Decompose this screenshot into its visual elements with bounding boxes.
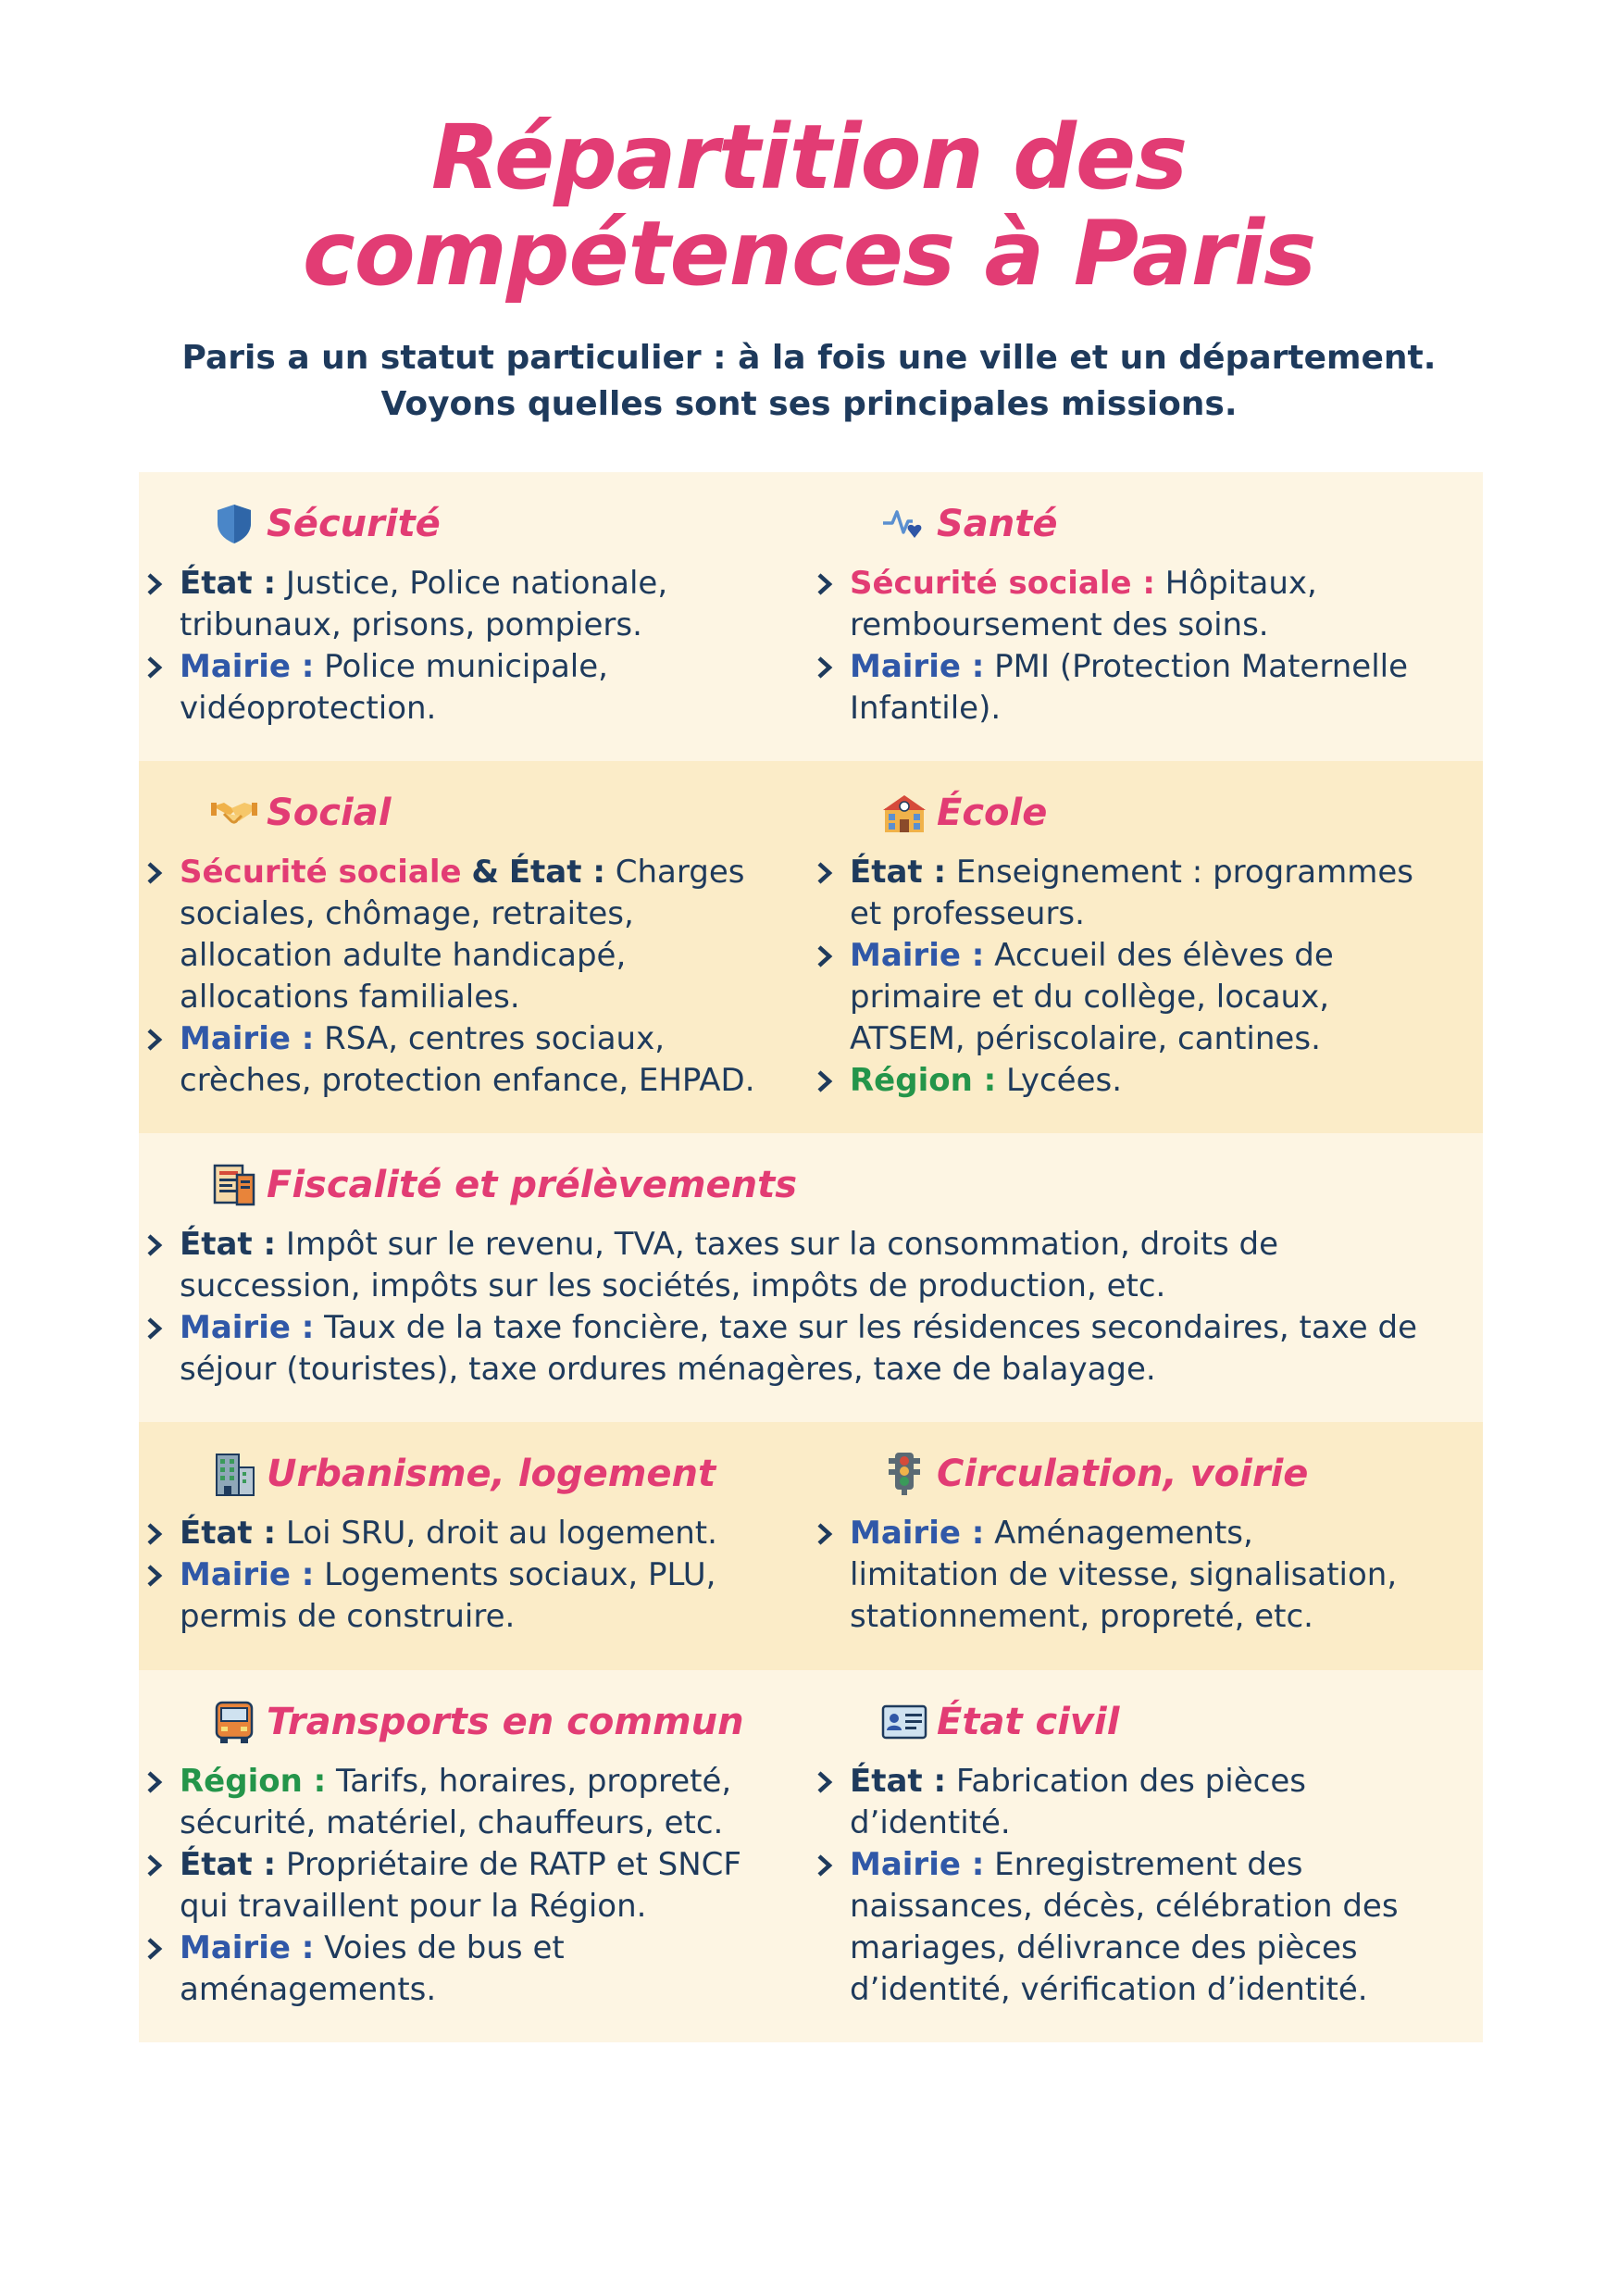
item-list bbox=[139, 1761, 787, 2011]
id-card-icon bbox=[881, 1699, 927, 1745]
section-transports bbox=[139, 1694, 787, 2011]
list-item bbox=[809, 935, 1475, 1060]
chevron-right-icon bbox=[815, 1853, 835, 1878]
chevron-right-icon bbox=[144, 1564, 165, 1588]
item-key: Mairie : bbox=[180, 648, 315, 685]
list-item bbox=[139, 1928, 787, 2011]
chevron-right-icon bbox=[144, 572, 165, 596]
item-text: crèches, protection enfance, EHPAD. bbox=[180, 1062, 755, 1099]
section-etat-civil bbox=[809, 1694, 1475, 2011]
list-item bbox=[139, 1844, 787, 1928]
item-text: Charges bbox=[615, 854, 745, 891]
chevron-right-icon bbox=[144, 861, 165, 885]
item-text: vidéoprotection. bbox=[180, 690, 437, 727]
page-title bbox=[0, 106, 1618, 306]
list-item bbox=[139, 1224, 1472, 1307]
section-circulation bbox=[809, 1446, 1475, 1638]
traffic-light-icon bbox=[881, 1451, 927, 1497]
section-title: Circulation, voirie bbox=[937, 1453, 1309, 1495]
item-text: allocation adulte handicapé, bbox=[180, 937, 627, 974]
title-line-2: compétences à Paris bbox=[302, 202, 1316, 306]
item-text: succession, impôts sur les sociétés, impôts de production, etc. bbox=[180, 1267, 1166, 1304]
item-text: Accueil des élèves de bbox=[994, 937, 1334, 974]
section-securite bbox=[139, 496, 787, 730]
section-title: Transports en commun bbox=[267, 1701, 744, 1743]
item-text: Loi SRU, droit au logement. bbox=[285, 1515, 717, 1552]
item-text: PMI (Protection Maternelle bbox=[994, 648, 1409, 685]
item-text: allocations familiales. bbox=[180, 979, 520, 1016]
item-text: mariages, délivrance des pièces bbox=[850, 1929, 1358, 1966]
chevron-right-icon bbox=[815, 861, 835, 885]
title-line-1: Répartition des bbox=[430, 106, 1188, 209]
item-text: Lycées. bbox=[1006, 1062, 1123, 1099]
section-fiscalite bbox=[139, 1157, 1472, 1391]
item-text: Taux de la taxe foncière, taxe sur les résidences secondaires, taxe de bbox=[324, 1309, 1418, 1346]
section-title: Fiscalité et prélèvements bbox=[267, 1164, 798, 1206]
item-text: RSA, centres sociaux, bbox=[324, 1020, 666, 1057]
item-key: Région : bbox=[180, 1763, 327, 1800]
chevron-right-icon bbox=[815, 944, 835, 968]
item-text: stationnement, propreté, etc. bbox=[850, 1598, 1313, 1635]
item-key: Sécurité sociale : bbox=[850, 565, 1155, 602]
item-key: État : bbox=[850, 854, 947, 891]
section-social bbox=[139, 785, 787, 1102]
section-urbanisme bbox=[139, 1446, 787, 1638]
chevron-right-icon bbox=[144, 655, 165, 680]
bus-icon bbox=[211, 1699, 257, 1745]
section-header bbox=[211, 1157, 1472, 1213]
chevron-right-icon bbox=[144, 1770, 165, 1794]
item-text: limitation de vitesse, signalisation, bbox=[850, 1556, 1398, 1593]
item-list bbox=[139, 1513, 787, 1638]
item-text: sécurité, matériel, chauffeurs, etc. bbox=[180, 1804, 724, 1841]
section-header bbox=[211, 785, 787, 841]
item-text: Fabrication des pièces bbox=[955, 1763, 1306, 1800]
list-item bbox=[809, 1513, 1475, 1638]
chevron-right-icon bbox=[815, 572, 835, 596]
item-key: État : bbox=[180, 565, 277, 602]
page-subtitle bbox=[0, 335, 1618, 428]
item-text: sociales, chômage, retraites, bbox=[180, 895, 634, 932]
list-item bbox=[809, 1761, 1475, 1844]
section-title: Sécurité bbox=[267, 503, 441, 545]
item-list bbox=[809, 1761, 1475, 2011]
section-header bbox=[211, 496, 787, 552]
section-header bbox=[211, 1694, 787, 1750]
list-item bbox=[809, 563, 1475, 646]
chevron-right-icon bbox=[815, 1522, 835, 1546]
item-key: État : bbox=[180, 1226, 277, 1263]
shield-icon bbox=[211, 501, 257, 547]
item-text: Tarifs, horaires, propreté, bbox=[336, 1763, 732, 1800]
section-title: Urbanisme, logement bbox=[267, 1453, 716, 1495]
list-item bbox=[139, 1761, 787, 1844]
item-text: aménagements. bbox=[180, 1971, 437, 2008]
item-text: Logements sociaux, PLU, bbox=[324, 1556, 716, 1593]
item-text: séjour (touristes), taxe ordures ménagères, taxe de balayage. bbox=[180, 1351, 1156, 1388]
chevron-right-icon bbox=[144, 1522, 165, 1546]
item-key: Sécurité sociale bbox=[180, 854, 462, 891]
item-text: Infantile). bbox=[850, 690, 1002, 727]
item-text: Hôpitaux, bbox=[1164, 565, 1317, 602]
section-title: École bbox=[937, 792, 1048, 834]
item-text: naissances, décès, célébration des bbox=[850, 1888, 1399, 1925]
item-list bbox=[809, 852, 1475, 1102]
item-list bbox=[139, 1224, 1472, 1391]
receipt-icon bbox=[211, 1162, 257, 1208]
list-item bbox=[809, 852, 1475, 935]
chevron-right-icon bbox=[144, 1853, 165, 1878]
item-key: État : bbox=[180, 1846, 277, 1883]
list-item bbox=[809, 1844, 1475, 2011]
item-text: et professeurs. bbox=[850, 895, 1085, 932]
section-header bbox=[211, 1446, 787, 1502]
item-text: ATSEM, périscolaire, cantines. bbox=[850, 1020, 1321, 1057]
list-item bbox=[139, 1513, 787, 1554]
item-key: État : bbox=[850, 1763, 947, 1800]
item-key: Mairie : bbox=[850, 648, 985, 685]
section-title: Social bbox=[267, 792, 392, 834]
list-item bbox=[139, 563, 787, 646]
item-key: Mairie : bbox=[850, 1846, 985, 1883]
item-text: Police municipale, bbox=[324, 648, 608, 685]
item-list bbox=[139, 563, 787, 730]
item-ampersand: & bbox=[471, 854, 500, 891]
list-item bbox=[139, 1307, 1472, 1391]
chevron-right-icon bbox=[144, 1937, 165, 1961]
item-key: Mairie : bbox=[180, 1020, 315, 1057]
item-text: Enseignement : programmes bbox=[955, 854, 1413, 891]
item-text: Justice, Police nationale, bbox=[285, 565, 668, 602]
item-text: Voies de bus et bbox=[324, 1929, 565, 1966]
item-key: État : bbox=[180, 1515, 277, 1552]
item-key: Région : bbox=[850, 1062, 997, 1099]
chevron-right-icon bbox=[144, 1316, 165, 1341]
section-sante bbox=[809, 496, 1475, 730]
item-text: Impôt sur le revenu, TVA, taxes sur la consommation, droits de bbox=[285, 1226, 1279, 1263]
item-text: d’identité. bbox=[850, 1804, 1011, 1841]
school-icon bbox=[881, 790, 927, 836]
chevron-right-icon bbox=[144, 1028, 165, 1052]
list-item bbox=[809, 646, 1475, 730]
item-key: Mairie : bbox=[850, 1515, 985, 1552]
heartbeat-icon bbox=[881, 501, 927, 547]
list-item bbox=[139, 646, 787, 730]
section-header bbox=[881, 1694, 1475, 1750]
subtitle-line-2: Voyons quelles sont ses principales missions. bbox=[380, 385, 1238, 423]
item-key: Mairie : bbox=[180, 1309, 315, 1346]
item-text: Propriétaire de RATP et SNCF bbox=[285, 1846, 741, 1883]
chevron-right-icon bbox=[815, 1069, 835, 1093]
item-list bbox=[809, 563, 1475, 730]
section-header bbox=[881, 785, 1475, 841]
item-text: d’identité, vérification d’identité. bbox=[850, 1971, 1368, 2008]
section-title: Santé bbox=[937, 503, 1058, 545]
handshake-icon bbox=[211, 790, 257, 836]
list-item bbox=[139, 1554, 787, 1638]
list-item bbox=[809, 1060, 1475, 1102]
subtitle-line-1: Paris a un statut particulier : à la fois une ville et un département. bbox=[181, 339, 1437, 377]
item-list bbox=[139, 852, 787, 1102]
item-key: Mairie : bbox=[180, 1556, 315, 1593]
item-text: Enregistrement des bbox=[994, 1846, 1303, 1883]
chevron-right-icon bbox=[144, 1233, 165, 1257]
item-key: État : bbox=[508, 854, 605, 891]
list-item bbox=[139, 852, 787, 1018]
item-list bbox=[809, 1513, 1475, 1638]
item-text: primaire et du collège, locaux, bbox=[850, 979, 1330, 1016]
building-icon bbox=[211, 1451, 257, 1497]
section-title: État civil bbox=[937, 1701, 1120, 1743]
chevron-right-icon bbox=[815, 655, 835, 680]
chevron-right-icon bbox=[815, 1770, 835, 1794]
section-ecole bbox=[809, 785, 1475, 1102]
item-text: remboursement des soins. bbox=[850, 606, 1269, 643]
section-header bbox=[881, 1446, 1475, 1502]
section-header bbox=[881, 496, 1475, 552]
item-key: Mairie : bbox=[850, 937, 985, 974]
item-text: permis de construire. bbox=[180, 1598, 516, 1635]
list-item bbox=[139, 1018, 787, 1102]
item-key: Mairie : bbox=[180, 1929, 315, 1966]
item-text: Aménagements, bbox=[994, 1515, 1253, 1552]
item-text: tribunaux, prisons, pompiers. bbox=[180, 606, 642, 643]
item-text: qui travaillent pour la Région. bbox=[180, 1888, 647, 1925]
